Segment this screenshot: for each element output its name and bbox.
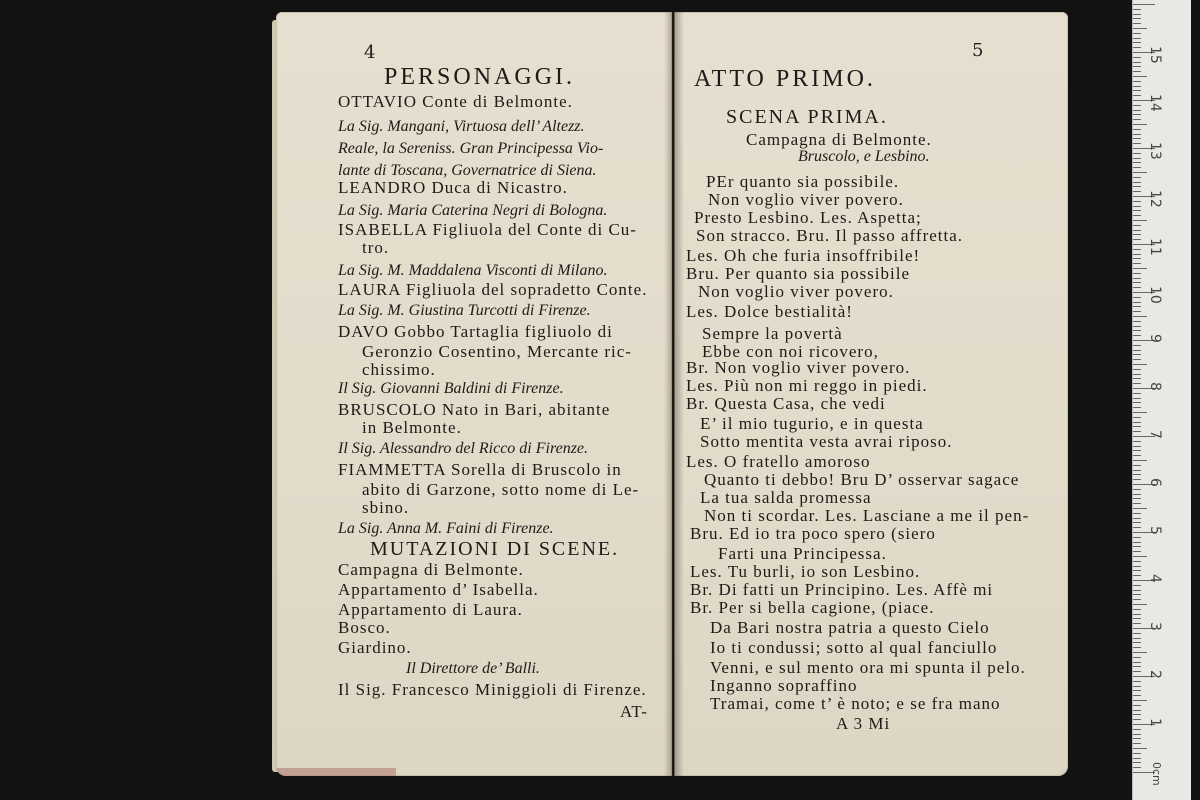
- ruler-tick: [1133, 537, 1141, 538]
- ruler-tick: [1133, 518, 1141, 519]
- ruler-tick: [1133, 460, 1147, 461]
- left-page-text-line: Appartamento di Laura.: [338, 600, 523, 619]
- ruler-tick: [1133, 398, 1141, 399]
- ruler-tick: [1133, 158, 1141, 159]
- ruler-tick: [1133, 167, 1141, 168]
- left-page-text-line: abito di Garzone, sotto nome di Le-: [362, 480, 640, 499]
- ruler-tick: [1133, 162, 1141, 163]
- ruler-tick: [1133, 393, 1141, 394]
- ruler-tick: [1133, 417, 1141, 418]
- ruler-tick: [1133, 623, 1141, 624]
- right-page-text-line: Io ti condussi; sotto al qual fanciullo: [710, 638, 998, 657]
- ruler-tick: [1133, 239, 1141, 240]
- ruler-tick: [1133, 402, 1141, 403]
- ruler-tick: [1133, 186, 1141, 187]
- left-page-text-line: Il Sig. Alessandro del Ricco di Firenze.: [338, 440, 589, 457]
- ruler-unit-label: 0cm: [1150, 762, 1163, 786]
- ruler-tick: [1133, 210, 1141, 211]
- ruler-tick: [1133, 719, 1141, 720]
- left-page-text-line: La Sig. M. Giustina Turcotti di Firenze.: [338, 302, 591, 319]
- left-page-text-line: FIAMMETTA Sorella di Bruscolo in: [338, 460, 622, 479]
- right-page-text-line: Quanto ti debbo! Bru D’ osservar sagace: [704, 470, 1020, 489]
- ruler-tick: [1133, 690, 1141, 691]
- book-gutter: [664, 12, 684, 776]
- ruler-tick: [1133, 321, 1141, 322]
- ruler-label: 13: [1147, 142, 1163, 160]
- right-page-text-line: Les. Dolce bestialità!: [686, 302, 853, 321]
- ruler-tick: [1133, 407, 1141, 408]
- ruler-tick: [1133, 714, 1141, 715]
- ruler-label: 15: [1147, 46, 1163, 64]
- ruler-tick: [1133, 604, 1147, 605]
- left-page-text-line: DAVO Gobbo Tartaglia figliuolo di: [338, 322, 613, 341]
- ruler-tick: [1133, 278, 1141, 279]
- ruler-label: 4: [1147, 574, 1163, 583]
- ruler-tick: [1133, 686, 1141, 687]
- ruler-tick: [1133, 743, 1141, 744]
- right-page-text-line: Br. Questa Casa, che vedi: [686, 394, 886, 413]
- ruler-tick: [1133, 354, 1141, 355]
- ruler-tick: [1133, 47, 1141, 48]
- ruler-tick: [1133, 138, 1141, 139]
- left-page-text-line: LAURA Figliuola del sopradetto Conte.: [338, 280, 648, 299]
- left-page-text-line: Il Sig. Giovanni Baldini di Firenze.: [338, 380, 564, 397]
- ruler-label: 10: [1147, 286, 1163, 304]
- ruler-tick: [1133, 479, 1141, 480]
- ruler-tick: [1133, 566, 1141, 567]
- ruler-label: 6: [1147, 478, 1163, 487]
- right-page: [674, 12, 1068, 776]
- ruler-tick: [1133, 297, 1141, 298]
- left-page-text-line: MUTAZIONI DI SCENE.: [370, 538, 620, 560]
- ruler-tick: [1133, 700, 1147, 701]
- ruler-tick: [1133, 316, 1147, 317]
- ruler-tick: [1133, 369, 1141, 370]
- ruler-tick: [1133, 230, 1141, 231]
- ruler-tick: [1133, 609, 1141, 610]
- ruler-tick: [1133, 738, 1141, 739]
- ruler-tick: [1133, 652, 1147, 653]
- ruler-tick: [1133, 258, 1141, 259]
- ruler-tick: [1133, 455, 1141, 456]
- right-page-text-line: Les. Tu burli, io son Lesbino.: [690, 562, 921, 581]
- right-page-text-line: Campagna di Belmonte.: [746, 130, 932, 149]
- ruler-tick: [1133, 758, 1141, 759]
- ruler-tick: [1133, 441, 1141, 442]
- left-page: [276, 12, 672, 776]
- ruler-tick: [1133, 335, 1141, 336]
- ruler-tick: [1133, 153, 1141, 154]
- left-page-text-line: La Sig. Mangani, Virtuosa dell’ Altezz.: [338, 118, 585, 135]
- ruler-tick: [1133, 446, 1141, 447]
- ruler-tick: [1133, 590, 1141, 591]
- ruler-tick: [1133, 90, 1141, 91]
- ruler-tick: [1133, 383, 1141, 384]
- left-page-text-line: Geronzio Cosentino, Mercante ric-: [362, 342, 632, 361]
- ruler-tick: [1133, 431, 1141, 432]
- ruler-tick: [1133, 225, 1141, 226]
- ruler-tick: [1133, 671, 1141, 672]
- ruler-tick: [1133, 306, 1141, 307]
- ruler-tick: [1133, 618, 1141, 619]
- ruler-tick: [1133, 503, 1141, 504]
- right-page-text-line: Son stracco. Bru. Il passo affretta.: [696, 226, 964, 245]
- ruler-tick: [1133, 647, 1141, 648]
- left-page-text-line: Reale, la Sereniss. Gran Principessa Vio-: [338, 140, 604, 157]
- left-page-text-line: sbino.: [362, 498, 410, 517]
- ruler-label: 5: [1147, 526, 1163, 535]
- ruler-tick: [1133, 81, 1141, 82]
- left-page-text-line: ISABELLA Figliuola del Conte di Cu-: [338, 220, 637, 239]
- left-page-text-line: PERSONAGGI.: [384, 64, 576, 90]
- ruler-label: 7: [1147, 430, 1163, 439]
- ruler-tick: [1133, 134, 1141, 135]
- ruler-tick: [1133, 282, 1141, 283]
- right-page-text-line: Les. Più non mi reggo in piedi.: [686, 376, 928, 395]
- ruler-tick: [1133, 599, 1141, 600]
- ruler-tick: [1133, 66, 1141, 67]
- ruler-tick: [1133, 273, 1141, 274]
- left-page-text-line: La Sig. M. Maddalena Visconti di Milano.: [338, 262, 608, 279]
- ruler-label: 3: [1147, 622, 1163, 631]
- right-page-text-line: La tua salda promessa: [700, 488, 872, 507]
- ruler-tick: [1133, 412, 1147, 413]
- ruler-tick: [1133, 575, 1141, 576]
- ruler-label: 14: [1147, 94, 1163, 112]
- left-page-text-line: in Belmonte.: [362, 418, 462, 437]
- ruler-tick: [1133, 527, 1141, 528]
- right-page-text-line: Venni, e sul mento ora mi spunta il pelo.: [710, 658, 1026, 677]
- ruler-tick: [1133, 513, 1141, 514]
- ruler-tick: [1133, 38, 1141, 39]
- ruler-label: 8: [1147, 382, 1163, 391]
- left-page-text-line: Appartamento d’ Isabella.: [338, 580, 539, 599]
- ruler-tick: [1133, 426, 1141, 427]
- ruler-tick: [1133, 570, 1141, 571]
- ruler-label: 9: [1147, 334, 1163, 343]
- ruler-label: 12: [1147, 190, 1163, 208]
- ruler-label: 11: [1147, 238, 1163, 256]
- right-page-text-line: Bruscolo, e Lesbino.: [798, 148, 930, 165]
- ruler-tick: [1133, 119, 1141, 120]
- ruler-tick: [1133, 33, 1141, 34]
- ruler-tick: [1133, 206, 1141, 207]
- right-page-text-line: A 3 Mi: [836, 714, 891, 733]
- right-page-text-line: Da Bari nostra patria a questo Cielo: [710, 618, 990, 637]
- ruler-tick: [1133, 350, 1141, 351]
- ruler-tick: [1133, 345, 1141, 346]
- ruler-tick: [1133, 695, 1141, 696]
- ruler-tick: [1133, 762, 1141, 763]
- right-page-text-line: Sempre la povertà: [702, 324, 843, 343]
- right-page-text-line: ATTO PRIMO.: [694, 66, 876, 92]
- left-page-text-line: BRUSCOLO Nato in Bari, abitante: [338, 400, 611, 419]
- ruler-tick: [1133, 522, 1141, 523]
- ruler-tick: [1133, 311, 1141, 312]
- ruler-tick: [1133, 71, 1141, 72]
- right-page-text-line: Non voglio viver povero.: [708, 190, 904, 209]
- right-page-number: 5: [972, 40, 984, 61]
- ruler-tick: [1133, 498, 1141, 499]
- ruler-tick: [1133, 105, 1141, 106]
- ruler-tick: [1133, 220, 1147, 221]
- ruler-tick: [1133, 474, 1141, 475]
- ruler-tick: [1133, 542, 1141, 543]
- ruler-tick: [1133, 215, 1141, 216]
- ruler-tick: [1133, 28, 1147, 29]
- right-page-text-line: Tramai, come t’ è noto; e se fra mano: [710, 694, 1001, 713]
- ruler-tick: [1133, 489, 1141, 490]
- ruler-tick: [1133, 585, 1141, 586]
- ruler-tick: [1133, 287, 1141, 288]
- left-page-number: 4: [364, 42, 376, 63]
- left-page-text-line: Bosco.: [338, 618, 391, 637]
- ruler-tick: [1133, 330, 1141, 331]
- left-page-text-line: Il Sig. Francesco Miniggioli di Firenze.: [338, 680, 647, 699]
- ruler-tick: [1133, 662, 1141, 663]
- ruler-tick: [1133, 18, 1141, 19]
- left-page-text-line: OTTAVIO Conte di Belmonte.: [338, 92, 573, 111]
- ruler-tick: [1133, 143, 1141, 144]
- ruler-tick: [1133, 268, 1147, 269]
- ruler-tick: [1133, 561, 1141, 562]
- ruler-tick: [1133, 182, 1141, 183]
- left-page-text-line: chissimo.: [362, 360, 436, 379]
- left-page-text-line: La Sig. Anna M. Faini di Firenze.: [338, 520, 554, 537]
- right-page-text-line: E’ il mio tugurio, e in questa: [700, 414, 924, 433]
- ruler-tick: [1133, 57, 1141, 58]
- ruler-tick: [1133, 508, 1147, 509]
- ruler-tick: [1133, 681, 1141, 682]
- measuring-ruler: [1132, 0, 1191, 800]
- right-page-text-line: Farti una Principessa.: [718, 544, 887, 563]
- ruler-tick: [1133, 9, 1141, 10]
- ruler-tick: [1133, 86, 1141, 87]
- ruler-tick: [1133, 23, 1141, 24]
- right-page-text-line: Bru. Ed io tra poco spero (siero: [690, 524, 936, 543]
- ruler-tick: [1133, 326, 1141, 327]
- left-page-text-line: AT-: [620, 702, 648, 721]
- right-page-text-line: Non ti scordar. Les. Lasciane a me il pen-: [704, 506, 1030, 525]
- left-page-text-line: tro.: [362, 238, 390, 257]
- book-spread: [276, 12, 1068, 776]
- left-page-text-line: Campagna di Belmonte.: [338, 560, 524, 579]
- ruler-tick: [1133, 556, 1147, 557]
- ruler-tick: [1133, 4, 1155, 5]
- ruler-tick: [1133, 465, 1141, 466]
- ruler-label: 1: [1147, 718, 1163, 727]
- ruler-tick: [1133, 177, 1141, 178]
- left-page-text-line: lante di Toscana, Governatrice di Siena.: [338, 162, 597, 179]
- ruler-tick: [1133, 234, 1141, 235]
- right-page-text-line: SCENA PRIMA.: [726, 106, 888, 128]
- ruler-tick: [1133, 729, 1141, 730]
- ruler-tick: [1133, 378, 1141, 379]
- ruler-tick: [1133, 734, 1141, 735]
- right-page-text-line: Br. Di fatti un Principino. Les. Affè mi: [690, 580, 994, 599]
- ruler-tick: [1133, 62, 1141, 63]
- ruler-tick: [1133, 594, 1141, 595]
- ruler-tick: [1133, 767, 1141, 768]
- ruler-tick: [1133, 110, 1141, 111]
- ruler-tick: [1133, 76, 1147, 77]
- right-page-text-line: PEr quanto sia possibile.: [706, 172, 900, 191]
- ruler-tick: [1133, 494, 1141, 495]
- ruler-tick: [1133, 705, 1141, 706]
- ruler-tick: [1133, 114, 1141, 115]
- ruler-tick: [1133, 422, 1141, 423]
- ruler-tick: [1133, 657, 1141, 658]
- ruler-label: 2: [1147, 670, 1163, 679]
- left-page-text-line: Giardino.: [338, 638, 412, 657]
- ruler-tick: [1133, 374, 1141, 375]
- ruler-tick: [1133, 129, 1141, 130]
- ruler-tick: [1133, 124, 1147, 125]
- ruler-tick: [1133, 638, 1141, 639]
- right-page-text-line: Br. Non voglio viver povero.: [686, 358, 911, 377]
- ruler-tick: [1133, 249, 1141, 250]
- ruler-tick: [1133, 450, 1141, 451]
- ruler-tick: [1133, 14, 1141, 15]
- ruler-tick: [1133, 42, 1141, 43]
- right-page-text-line: Br. Per si bella cagione, (piace.: [690, 598, 935, 617]
- ruler-tick: [1133, 470, 1141, 471]
- ruler-tick: [1133, 191, 1141, 192]
- ruler-tick: [1133, 359, 1141, 360]
- ruler-tick: [1133, 95, 1141, 96]
- ruler-tick: [1133, 551, 1141, 552]
- ruler-tick: [1133, 172, 1147, 173]
- ruler-tick: [1133, 364, 1147, 365]
- right-page-text-line: Sotto mentita vesta avrai riposo.: [700, 432, 953, 451]
- ruler-tick: [1133, 302, 1141, 303]
- right-page-text-line: Non voglio viver povero.: [698, 282, 894, 301]
- ruler-tick: [1133, 254, 1141, 255]
- ruler-tick: [1133, 633, 1141, 634]
- ruler-tick: [1133, 753, 1141, 754]
- ruler-tick: [1133, 748, 1147, 749]
- right-page-text-line: Inganno sopraffino: [710, 676, 858, 695]
- ruler-tick: [1133, 642, 1141, 643]
- left-page-text-line: Il Direttore de’ Balli.: [406, 660, 540, 677]
- right-page-text-line: Les. O fratello amoroso: [686, 452, 871, 471]
- ruler-tick: [1133, 710, 1141, 711]
- page-stain: [276, 768, 396, 776]
- ruler-tick: [1133, 666, 1141, 667]
- right-page-text-line: Les. Oh che furia insoffribile!: [686, 246, 921, 265]
- left-page-text-line: La Sig. Maria Caterina Negri di Bologna.: [338, 202, 608, 219]
- ruler-tick: [1133, 263, 1141, 264]
- right-page-text-line: Ebbe con noi ricovero,: [702, 342, 879, 361]
- right-page-text-line: Bru. Per quanto sia possibile: [686, 264, 911, 283]
- right-page-text-line: Presto Lesbino. Les. Aspetta;: [694, 208, 922, 227]
- left-page-text-line: LEANDRO Duca di Nicastro.: [338, 178, 568, 197]
- ruler-tick: [1133, 614, 1141, 615]
- ruler-tick: [1133, 201, 1141, 202]
- ruler-tick: [1133, 546, 1141, 547]
